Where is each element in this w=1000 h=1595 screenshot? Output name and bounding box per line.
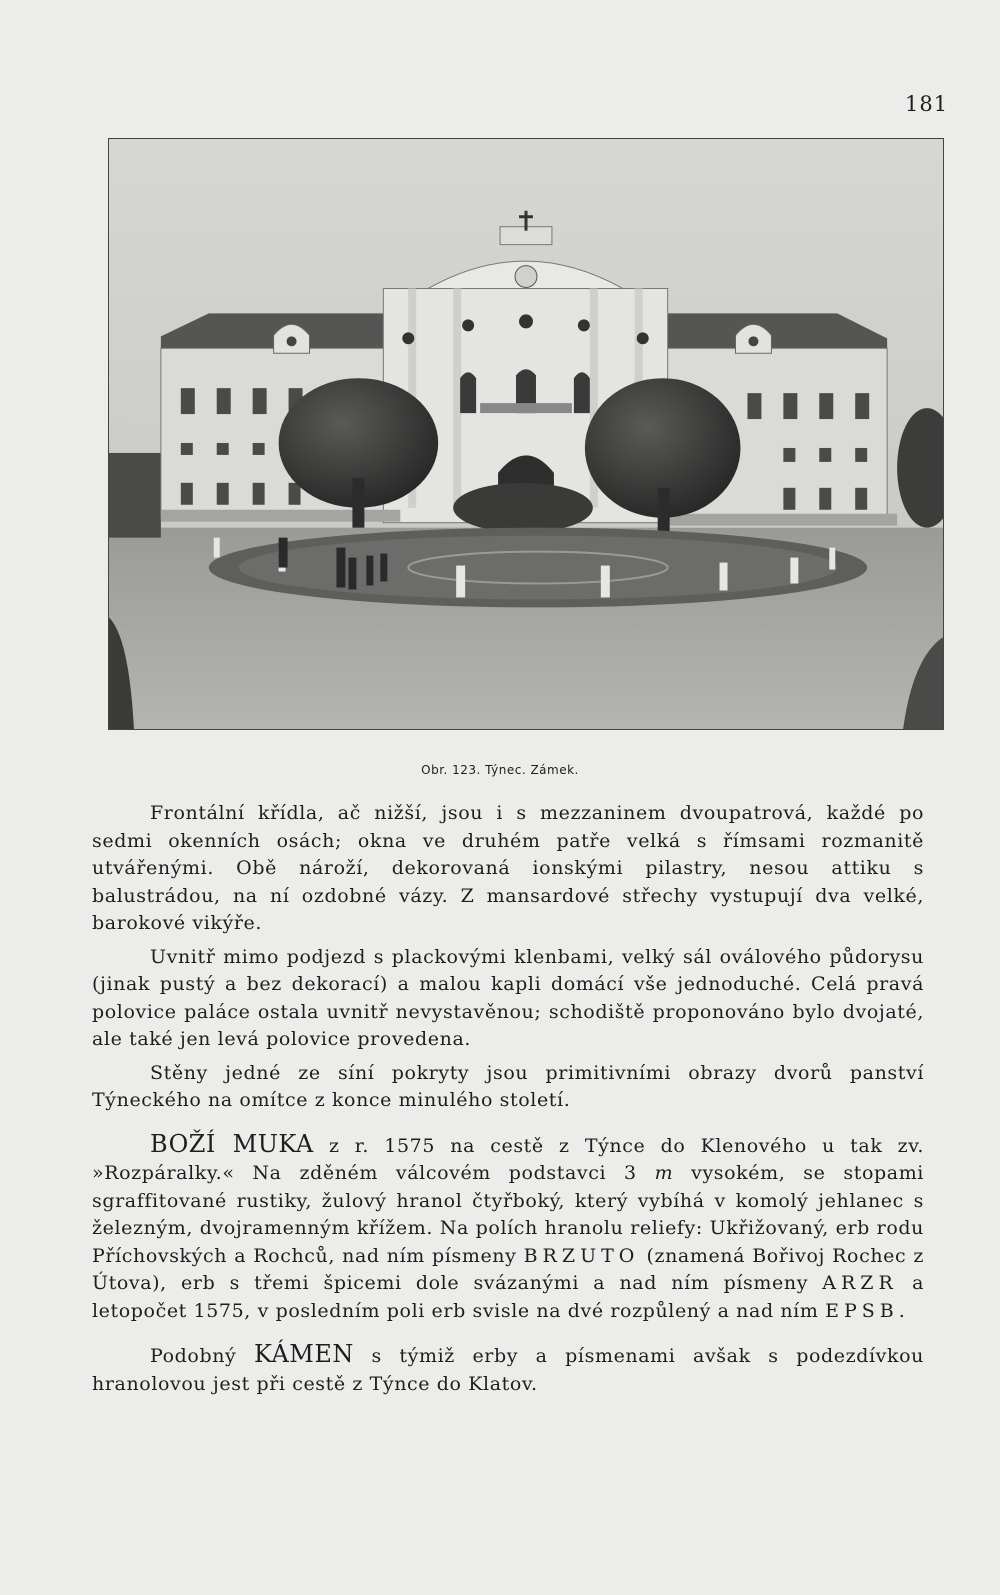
chateau-illustration: [109, 139, 943, 729]
paragraph-5: [92, 1341, 924, 1398]
p4-unit: m: [654, 1162, 674, 1184]
p5-text-1: Podobný: [150, 1345, 254, 1367]
body-text: [92, 800, 924, 1404]
paragraph-2: Uvnitř mimo podjezd s plackovými klenbami, velký sál oválového půdorysu (jinak pustý a bez dekorací) a malou kapli domácí vše jednoduché. Celá pravá polovice paláce ostala uvnitř nevystavěnou; schodiště proponováno bylo dvojaté, ale také jen levá polovice provedena.: [92, 945, 924, 1050]
figure-caption: Obr. 123. Týnec. Zámek.: [421, 763, 579, 777]
p4-text-2: vysokém, se stopami sgraffitované rustiky, žulový hranol čtyřboký, který vybíhá v komolý jehlanec s železným, dvojramenným křížem. Na polích hranolu reliefy: Ukřižovaný, erb rodu Příchovských a Rochců, nad ním písmeny: [92, 1162, 924, 1267]
p4-text-3: (znamená Bořivoj Rochec z Útova), erb s třemi špicemi dole svázanými a nad ním písmeny: [92, 1244, 924, 1294]
heading-kamen: KÁMEN: [253, 1340, 354, 1368]
p4-text-4: a letopočet 1575, v posledním poli erb svisle na dvé rozpůlený a nad ním: [92, 1272, 924, 1322]
p4-letters-1: BRZUTO: [523, 1244, 640, 1267]
p4-letters-3: EPSB: [825, 1299, 899, 1322]
p5-text-2: s týmiž erby a písmenami avšak s podezdívkou hranolovou jest při cestě z Týnce do Klatov.: [92, 1345, 924, 1395]
page-number: 181: [905, 92, 949, 116]
paragraph-3: Stěny jedné ze síní pokryty jsou primitivními obrazy dvorů panství Týneckého na omítce z konce minulého století.: [92, 1061, 924, 1111]
p4-text-1: z r. 1575 na cestě z Týnce do Klenového u tak zv. »Rozpáralky.« Na zděném válcovém podstavci 3: [92, 1134, 924, 1184]
heading-bozi-muka: BOŽÍ MUKA: [150, 1129, 314, 1158]
paragraph-1: Frontální křídla, ač nižší, jsou i s mezzaninem dvoupatrová, každé po sedmi okenních osách; okna ve druhém patře velká s římsami rozmanitě utvářenými. Obě nároží, dekorovaná ionskými pilastry, nesou attiku s balustrádou, na ní ozdobné vázy. Z mansardové střechy vystupují dva velké, barokové vikýře.: [92, 802, 924, 934]
paragraph-4: [92, 1131, 924, 1326]
p4-text-5: .: [898, 1299, 906, 1322]
chateau-photograph: [108, 138, 944, 730]
p4-letters-2: ARZR: [822, 1272, 898, 1294]
